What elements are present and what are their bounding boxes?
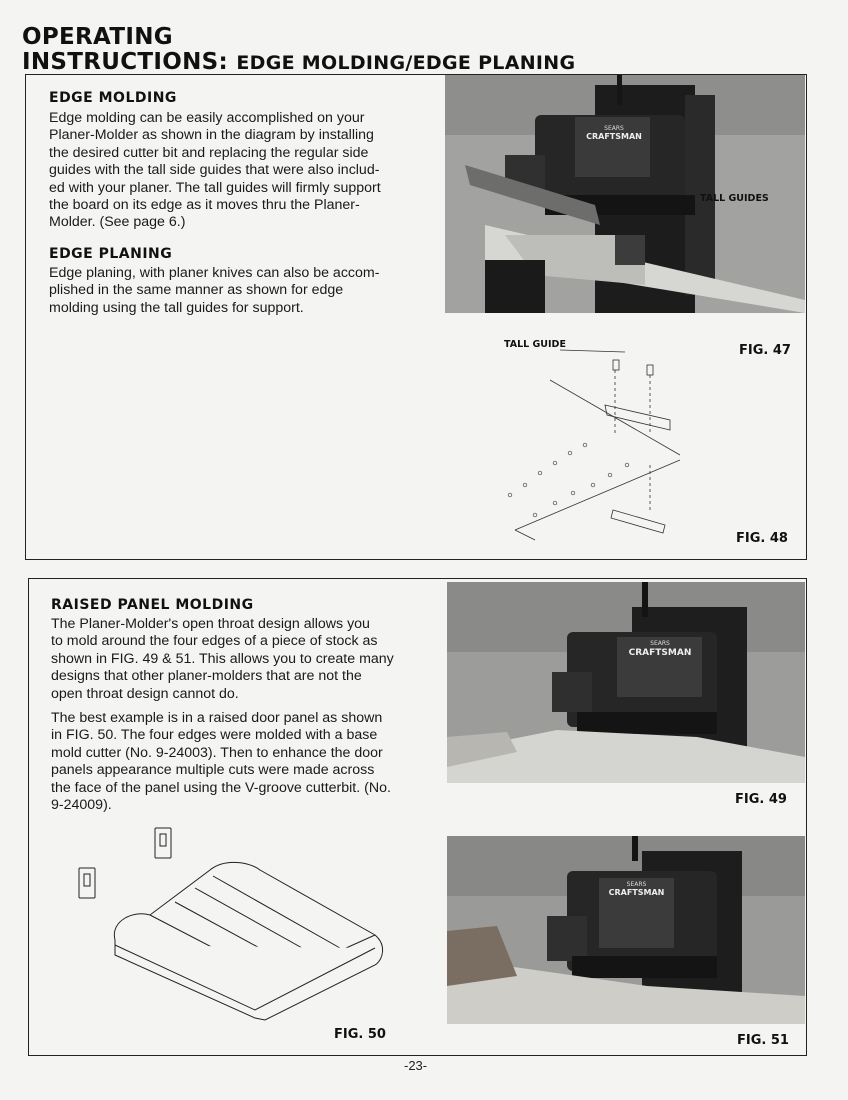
raised-panel-para1 [51, 616, 399, 703]
text-line: The best example is in a raised door panel as shown [51, 710, 383, 727]
page-title-suffix: EDGE MOLDING/EDGE PLANING [236, 52, 576, 74]
text-line: 9-24009). [51, 797, 112, 814]
fig47-tall-guides-label: TALL GUIDES [700, 193, 769, 204]
text-line: in FIG. 50. The four edges were molded with a base [51, 727, 378, 744]
raised-panel-para2 [51, 710, 399, 814]
fig51-photo [447, 836, 805, 1024]
fig47-brand: CRAFTSMAN [586, 132, 642, 141]
text-line: shown in FIG. 49 & 51. This allows you to create many [51, 650, 394, 667]
fig48-caption: FIG. 48 [736, 531, 788, 546]
text-line: the board on its edge as it moves thru the Planer- [49, 197, 360, 214]
fig48-tall-guide-label: TALL GUIDE [504, 339, 566, 350]
raised-panel-heading: RAISED PANEL MOLDING [51, 597, 254, 613]
fig48-drawing [495, 335, 695, 545]
edge-molding-heading: EDGE MOLDING [49, 90, 177, 106]
text-line: molding using the tall guides for support. [49, 299, 304, 316]
fig49-brand-maker: SEARS [650, 640, 670, 647]
raised-panel-section [51, 597, 399, 814]
text-line: Edge molding can be easily accomplished on your [49, 110, 365, 126]
page-title-line2 [22, 49, 575, 76]
text-line: ed with your planer. The tall guides will firmly support [49, 179, 381, 196]
fig50-drawing [75, 820, 395, 1025]
text-line: open throat design cannot do. [51, 685, 239, 702]
edge-molding-section [49, 90, 399, 317]
fig51-caption: FIG. 51 [737, 1033, 789, 1048]
text-line: panels appearance multiple cuts were made across [51, 762, 375, 779]
text-line: designs that other planer-molders that are not the [51, 668, 362, 685]
fig51-brand-maker: SEARS [626, 881, 647, 888]
text-line: to mold around the four edges of a piece of stock as [51, 633, 378, 650]
text-line: plished in the same manner as shown for edge [49, 282, 344, 299]
page-number: -23- [404, 1058, 428, 1073]
fig47-brand-maker: SEARS [604, 125, 624, 132]
fig49-photo [447, 582, 805, 783]
text-line: Edge planing, with planer knives can also be accom- [49, 264, 380, 281]
page-title-line1: OPERATING [22, 24, 173, 50]
fig49-brand: CRAFTSMAN [628, 648, 692, 658]
text-line: Planer-Molder as shown in the diagram by installing [49, 127, 374, 144]
text-line: the face of the panel using the V-groove cutterbit. (No. [51, 779, 391, 796]
text-line: Molder. (See page 6.) [49, 214, 186, 231]
fig50-caption: FIG. 50 [334, 1027, 386, 1042]
page-title-prefix: INSTRUCTIONS: [22, 49, 229, 75]
fig51-brand: CRAFTSMAN [608, 888, 665, 897]
edge-planing-heading: EDGE PLANING [49, 245, 173, 262]
edge-molding-text [49, 110, 399, 232]
text-line: guides with the tall side guides that were also includ- [49, 162, 380, 179]
text-line: the desired cutter bit and replacing the regular side [49, 144, 369, 161]
edge-planing-text [49, 265, 399, 317]
text-line: mold cutter (No. 9-24003). Then to enhance the door [51, 744, 383, 761]
fig49-caption: FIG. 49 [735, 792, 787, 807]
fig47-caption: FIG. 47 [739, 343, 791, 358]
text-line: The Planer-Molder's open throat design allows you [51, 616, 370, 632]
